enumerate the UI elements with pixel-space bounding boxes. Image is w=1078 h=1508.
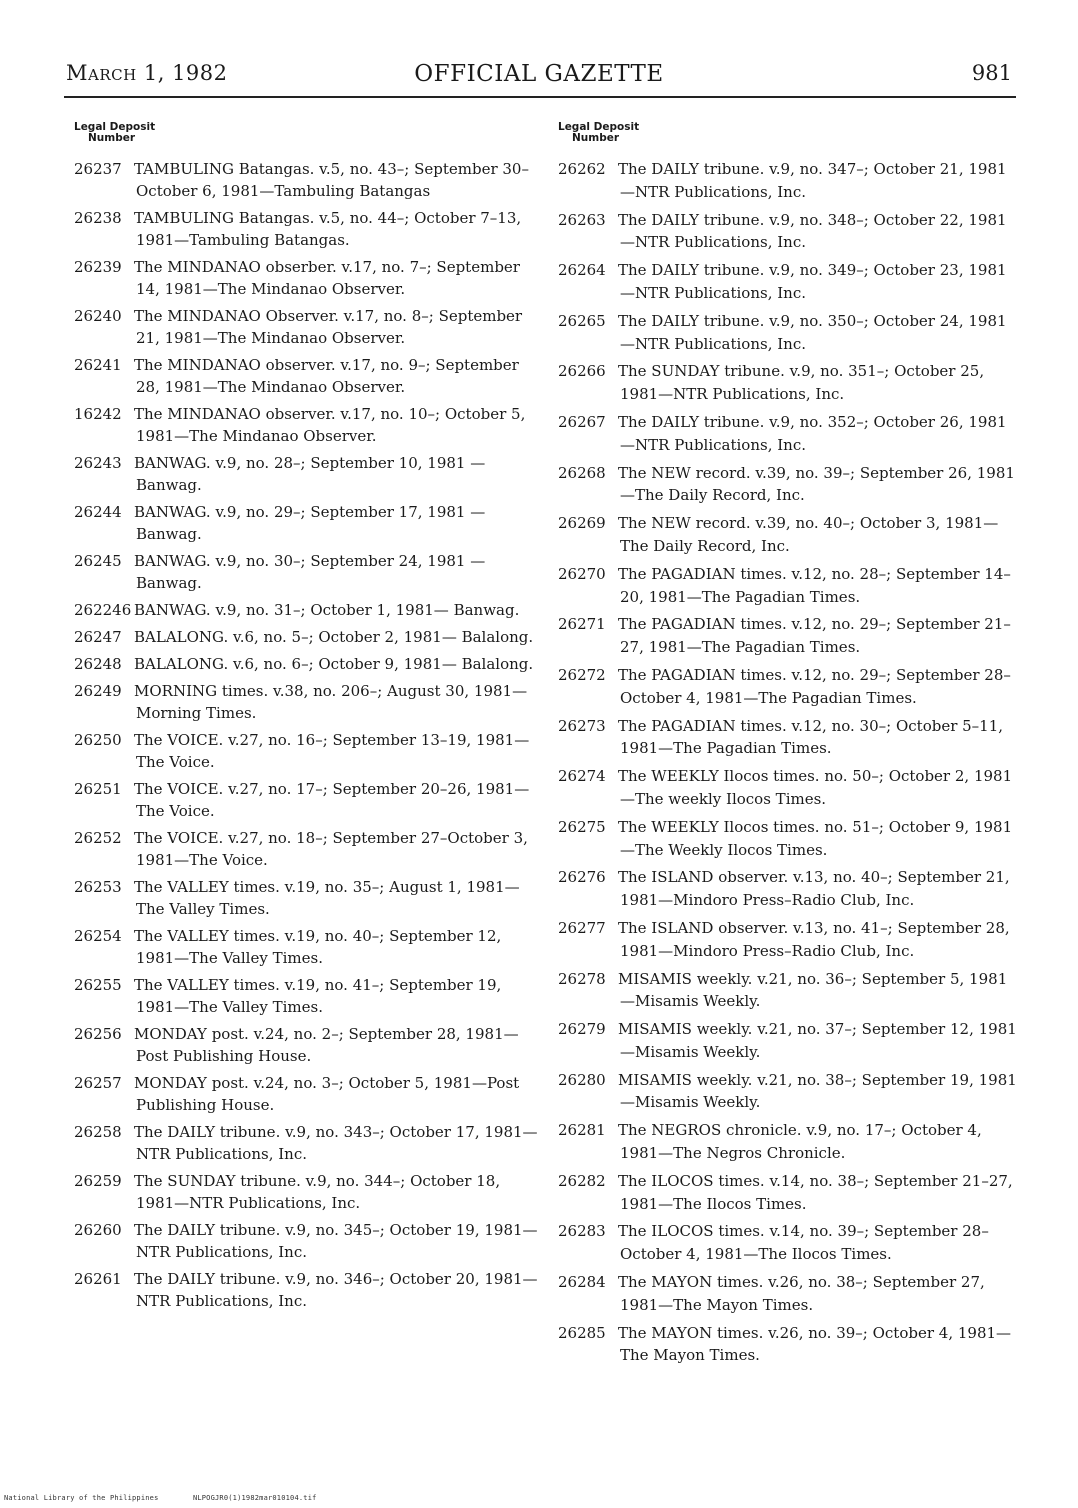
deposit-number: 26279 <box>558 1020 606 1039</box>
entry-description: The NEGROS chronicle. v.9, no. 17–; October 4, 1981—The Negros Chronicle. <box>618 1121 982 1163</box>
deposit-number: 26241 <box>74 356 122 374</box>
deposit-number: 26251 <box>74 780 122 798</box>
entry-description: The DAILY tribune. v.9, no. 346–; October 20, 1981—NTR Publications, Inc. <box>134 1270 538 1310</box>
deposit-number: 26250 <box>74 731 122 749</box>
entry-description: The MAYON times. v.26, no. 39–; October 4, 1981—The Mayon Times. <box>618 1323 1012 1365</box>
deposit-entry <box>72 599 540 621</box>
deposit-number: 26285 <box>558 1323 606 1342</box>
deposit-number: 26282 <box>558 1171 606 1190</box>
deposit-entry <box>72 653 540 675</box>
deposit-entry <box>72 501 540 545</box>
deposit-entry <box>72 305 540 349</box>
deposit-number: 26265 <box>558 311 606 330</box>
entry-description: BANWAG. v.9, no. 31–; October 1, 1981— Banwag. <box>134 601 520 619</box>
deposit-entry <box>72 1072 540 1116</box>
entry-description: The VOICE. v.27, no. 18–; September 27–October 3, 1981—The Voice. <box>134 829 528 869</box>
deposit-entry <box>72 1023 540 1067</box>
deposit-number: 26264 <box>558 261 606 280</box>
deposit-number: 26273 <box>558 716 606 735</box>
entry-description: The ILOCOS times. v.14, no. 38–; September 21–27, 1981—The Ilocos Times. <box>618 1171 1013 1213</box>
deposit-number: 16242 <box>74 405 122 423</box>
deposit-number: 26244 <box>74 503 122 521</box>
deposit-entry <box>72 1170 540 1214</box>
scan-footer <box>4 1494 347 1502</box>
entry-description: The DAILY tribune. v.9, no. 352–; October 26, 1981—NTR Publications, Inc. <box>618 412 1007 454</box>
deposit-number: 26252 <box>74 829 122 847</box>
column-heading-line2: Number <box>88 132 136 144</box>
deposit-number: 262246 <box>74 601 132 619</box>
header-rule <box>64 96 1016 98</box>
deposit-entry <box>72 1219 540 1263</box>
deposit-entry <box>556 512 1018 558</box>
entry-description: The VOICE. v.27, no. 17–; September 20–26, 1981—The Voice. <box>134 780 530 820</box>
deposit-number: 26260 <box>74 1221 122 1239</box>
deposit-entry <box>556 209 1018 255</box>
deposit-entry <box>72 680 540 724</box>
deposit-entry <box>72 974 540 1018</box>
deposit-entry <box>556 765 1018 811</box>
deposit-entry <box>556 360 1018 406</box>
deposit-number: 26277 <box>558 918 606 937</box>
deposit-entry <box>556 1119 1018 1165</box>
deposit-number: 26281 <box>558 1121 606 1140</box>
deposit-number: 26240 <box>74 307 122 325</box>
entry-description: The NEW record. v.39, no. 40–; October 3, 1981—The Daily Record, Inc. <box>618 514 999 555</box>
page-header <box>62 55 1016 91</box>
entry-description: The VALLEY times. v.19, no. 40–; September 12, 1981—The Valley Times. <box>134 927 502 967</box>
entry-description: MISAMIS weekly. v.21, no. 37–; September 12, 1981—Misamis Weekly. <box>618 1020 1017 1061</box>
deposit-entry <box>556 715 1018 761</box>
entry-description: BANWAG. v.9, no. 28–; September 10, 1981 —Banwag. <box>134 454 486 494</box>
deposit-number: 26248 <box>74 655 122 673</box>
deposit-entry <box>556 158 1018 204</box>
entry-description: MISAMIS weekly. v.21, no. 36–; September 5, 1981—Misamis Weekly. <box>618 969 1008 1011</box>
deposit-entry <box>556 1018 1018 1064</box>
deposit-entry <box>556 411 1018 457</box>
deposit-entry <box>556 1220 1018 1266</box>
entry-description: The MAYON times. v.26, no. 38–; September 27, 1981—The Mayon Times. <box>618 1273 985 1314</box>
entry-description: The WEEKLY Ilocos times. no. 51–; October 9, 1981—The Weekly Ilocos Times. <box>618 817 1013 859</box>
right-column <box>556 122 1018 1372</box>
entry-description: The VOICE. v.27, no. 16–; September 13–19, 1981—The Voice. <box>134 731 530 771</box>
entry-description: The WEEKLY Ilocos times. no. 50–; October 2, 1981—The weekly Ilocos Times. <box>618 767 1013 808</box>
entry-description: TAMBULING Batangas. v.5, no. 43–; September 30–October 6, 1981—Tambuling Batangas <box>134 160 529 200</box>
deposit-entry <box>72 354 540 398</box>
deposit-number: 26237 <box>74 160 122 178</box>
entry-description: The ISLAND observer. v.13, no. 40–; September 21, 1981—Mindoro Press–Radio Club, Inc. <box>618 868 1010 910</box>
deposit-number: 26271 <box>558 615 606 634</box>
deposit-entry <box>72 403 540 447</box>
right-column-heading <box>558 122 1018 158</box>
entry-description: The DAILY tribune. v.9, no. 347–; October 21, 1981—NTR Publications, Inc. <box>618 160 1007 201</box>
column-heading-line2: Number <box>572 132 620 144</box>
deposit-entry <box>72 729 540 773</box>
deposit-number: 26266 <box>558 362 606 381</box>
deposit-number: 26268 <box>558 463 606 482</box>
deposit-entry <box>72 1121 540 1165</box>
deposit-number: 26245 <box>74 552 122 570</box>
deposit-number: 26274 <box>558 767 606 786</box>
entry-description: MISAMIS weekly. v.21, no. 38–; September 19, 1981—Misamis Weekly. <box>618 1070 1017 1112</box>
deposit-number: 26238 <box>74 209 122 227</box>
deposit-entry <box>556 1069 1018 1115</box>
deposit-entry <box>556 1170 1018 1216</box>
entry-description: MORNING times. v.38, no. 206–; August 30, 1981—Morning Times. <box>134 682 528 722</box>
page-number: 981 <box>971 61 1012 85</box>
entry-description: The PAGADIAN times. v.12, no. 29–; September 21–27, 1981—The Pagadian Times. <box>618 615 1011 657</box>
deposit-entry <box>72 827 540 871</box>
deposit-entry <box>556 664 1018 710</box>
deposit-entry <box>556 462 1018 508</box>
deposit-entry <box>556 968 1018 1014</box>
deposit-number: 26263 <box>558 210 606 229</box>
left-column <box>72 122 540 1317</box>
deposit-number: 26284 <box>558 1273 606 1292</box>
entry-description: The DAILY tribune. v.9, no. 343–; October 17, 1981—NTR Publications, Inc. <box>134 1123 538 1163</box>
deposit-number: 26262 <box>558 160 606 178</box>
entry-description: The NEW record. v.39, no. 39–; September 26, 1981—The Daily Record, Inc. <box>618 463 1015 505</box>
deposit-number: 26280 <box>558 1070 606 1089</box>
entry-description: The PAGADIAN times. v.12, no. 30–; October 5–11, 1981—The Pagadian Times. <box>618 716 1004 758</box>
deposit-entry <box>72 778 540 822</box>
deposit-number: 26276 <box>558 868 606 887</box>
deposit-number: 26256 <box>74 1025 122 1043</box>
deposit-entry <box>556 1322 1018 1368</box>
header-title: OFFICIAL GAZETTE <box>414 61 664 87</box>
deposit-entry <box>72 925 540 969</box>
entry-description: The ISLAND observer. v.13, no. 41–; September 28, 1981—Mindoro Press–Radio Club, Inc. <box>618 918 1010 960</box>
deposit-entry <box>72 452 540 496</box>
deposit-number: 26270 <box>558 564 606 583</box>
deposit-number: 26278 <box>558 969 606 988</box>
entry-description: The DAILY tribune. v.9, no. 348–; October 22, 1981—NTR Publications, Inc. <box>618 210 1007 252</box>
deposit-number: 26249 <box>74 682 122 700</box>
entry-description: MONDAY post. v.24, no. 2–; September 28, 1981—Post Publishing House. <box>134 1025 519 1065</box>
entry-description: TAMBULING Batangas. v.5, no. 44–; October 7–13, 1981—Tambuling Batangas. <box>134 209 522 249</box>
entry-description: The DAILY tribune. v.9, no. 349–; October 23, 1981—NTR Publications, Inc. <box>618 261 1007 302</box>
deposit-number: 26257 <box>74 1074 122 1092</box>
deposit-entry <box>556 917 1018 963</box>
deposit-entry <box>72 1268 540 1312</box>
entry-description: The MINDANAO obserber. v.17, no. 7–; September 14, 1981—The Mindanao Observer. <box>134 258 520 298</box>
deposit-entry <box>72 876 540 920</box>
left-entry-list <box>72 158 540 1312</box>
entry-description: The VALLEY times. v.19, no. 41–; September 19, 1981—The Valley Times. <box>134 976 502 1016</box>
deposit-entry <box>556 310 1018 356</box>
entry-description: The PAGADIAN times. v.12, no. 28–; September 14–20, 1981—The Pagadian Times. <box>618 564 1011 606</box>
deposit-entry <box>556 259 1018 305</box>
entry-description: The SUNDAY tribune. v.9, no. 351–; October 25, 1981—NTR Publications, Inc. <box>618 362 985 404</box>
entry-description: BANWAG. v.9, no. 30–; September 24, 1981 —Banwag. <box>134 552 486 592</box>
entry-description: BALALONG. v.6, no. 6–; October 9, 1981— Balalong. <box>134 655 534 673</box>
footer-file: NLPOGJR0(1)1982mar010104.tif <box>192 1494 317 1502</box>
deposit-number: 26254 <box>74 927 122 945</box>
entry-description: The MINDANAO Observer. v.17, no. 8–; September 21, 1981—The Mindanao Observer. <box>134 307 523 347</box>
deposit-number: 26275 <box>558 817 606 836</box>
entry-description: The SUNDAY tribune. v.9, no. 344–; October 18, 1981—NTR Publications, Inc. <box>134 1172 501 1212</box>
deposit-number: 26261 <box>74 1270 122 1288</box>
entry-description: The MINDANAO observer. v.17, no. 10–; October 5, 1981—The Mindanao Observer. <box>134 405 526 445</box>
deposit-entry <box>556 816 1018 862</box>
entry-description: The DAILY tribune. v.9, no. 345–; October 19, 1981—NTR Publications, Inc. <box>134 1221 538 1261</box>
column-heading-line1: Legal Deposit <box>558 121 640 133</box>
entry-description: MONDAY post. v.24, no. 3–; October 5, 1981—Post Publishing House. <box>134 1074 520 1114</box>
entry-description: The MINDANAO observer. v.17, no. 9–; September 28, 1981—The Mindanao Observer. <box>134 356 519 396</box>
deposit-number: 26243 <box>74 454 122 472</box>
deposit-number: 26272 <box>558 665 606 684</box>
entry-description: The DAILY tribune. v.9, no. 350–; October 24, 1981—NTR Publications, Inc. <box>618 311 1007 353</box>
header-date: March 1, 1982 <box>66 61 228 85</box>
deposit-entry <box>72 626 540 648</box>
deposit-entry <box>72 207 540 251</box>
entry-description: The VALLEY times. v.19, no. 35–; August 1, 1981—The Valley Times. <box>134 878 520 918</box>
deposit-number: 26253 <box>74 878 122 896</box>
deposit-entry <box>556 563 1018 609</box>
deposit-entry <box>72 158 540 202</box>
entry-description: The PAGADIAN times. v.12, no. 29–; September 28–October 4, 1981—The Pagadian Times. <box>618 665 1011 707</box>
deposit-number: 26259 <box>74 1172 122 1190</box>
entry-description: The ILOCOS times. v.14, no. 39–; September 28–October 4, 1981—The Ilocos Times. <box>618 1222 989 1264</box>
right-entry-list <box>556 158 1018 1367</box>
deposit-number: 26258 <box>74 1123 122 1141</box>
deposit-entry <box>72 550 540 594</box>
deposit-entry <box>72 256 540 300</box>
entry-description: BALALONG. v.6, no. 5–; October 2, 1981— Balalong. <box>134 628 534 646</box>
deposit-number: 26269 <box>558 514 606 533</box>
deposit-entry <box>556 613 1018 659</box>
column-heading-line1: Legal Deposit <box>74 121 156 133</box>
deposit-number: 26283 <box>558 1222 606 1241</box>
footer-library: National Library of the Philippines <box>4 1494 159 1502</box>
left-column-heading <box>74 122 540 158</box>
deposit-number: 26255 <box>74 976 122 994</box>
entry-description: BANWAG. v.9, no. 29–; September 17, 1981 —Banwag. <box>134 503 486 543</box>
deposit-entry <box>556 1271 1018 1317</box>
deposit-entry <box>556 866 1018 912</box>
deposit-number: 26267 <box>558 412 606 431</box>
deposit-number: 26247 <box>74 628 122 646</box>
deposit-number: 26239 <box>74 258 122 276</box>
